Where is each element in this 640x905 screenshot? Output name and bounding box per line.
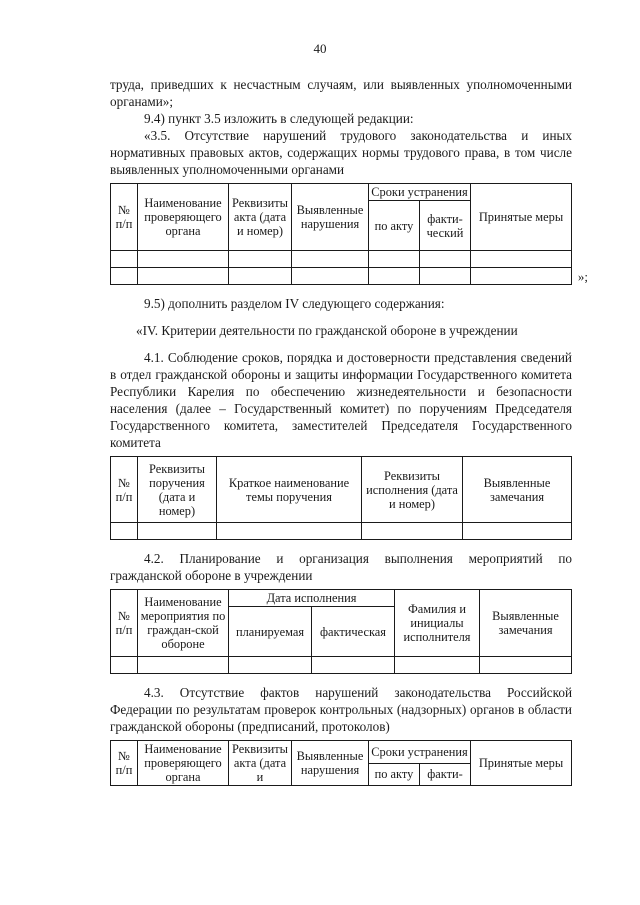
header-cell: № п/п xyxy=(111,741,138,786)
table-row xyxy=(111,251,572,268)
header-cell: Принятые меры xyxy=(471,741,572,786)
header-cell: Принятые меры xyxy=(471,184,572,251)
table-row xyxy=(111,657,572,674)
header-cell: факти- xyxy=(420,763,471,786)
header-cell: № п/п xyxy=(111,457,138,523)
header-cell: Выявленные замечания xyxy=(480,590,572,657)
header-cell: Наименование проверяющего органа xyxy=(138,184,229,251)
header-cell: Дата исполнения xyxy=(229,590,395,607)
header-cell: Реквизиты поручения (дата и номер) xyxy=(138,457,217,523)
header-cell: Реквизиты акта (дата и номер) xyxy=(229,184,292,251)
header-cell: фактическая xyxy=(312,607,395,657)
header-cell: по акту xyxy=(369,201,420,251)
closing-quote: »; xyxy=(577,269,588,284)
table-wrapper xyxy=(110,183,588,285)
paragraph: 4.3. Отсутствие фактов нарушений законодательства Российской Федерации по результатам проверок контрольных (надзорных) органов в области гражданской обороны (предписаний, протоколов) xyxy=(110,685,572,734)
paragraph: труда, приведших к несчастным случаям, или выявленных уполномоченными органами»; xyxy=(110,77,572,109)
paragraph: 9.4) пункт 3.5 изложить в следующей редакции: xyxy=(144,111,414,126)
events-table xyxy=(110,589,572,674)
paragraph: «3.5. Отсутствие нарушений трудового законодательства и иных нормативных правовых актов, содержащих нормы трудового права, в том числе выявленных уполномоченными органами xyxy=(110,128,572,177)
violations-table xyxy=(110,183,572,285)
header-cell: Сроки устранения xyxy=(369,184,471,201)
header-cell: по акту xyxy=(369,763,420,786)
header-cell: Реквизиты акта (дата и xyxy=(229,741,292,786)
header-cell: Краткое наименование темы поручения xyxy=(217,457,362,523)
header-cell: Сроки устранения xyxy=(369,741,471,764)
header-cell: факти-ческий xyxy=(420,201,471,251)
header-cell: планируемая xyxy=(229,607,312,657)
header-cell: Выявленные замечания xyxy=(463,457,572,523)
header-cell: № п/п xyxy=(111,184,138,251)
header-cell: Реквизиты исполнения (дата и номер) xyxy=(362,457,463,523)
header-cell: № п/п xyxy=(111,590,138,657)
paragraph: 4.1. Соблюдение сроков, порядка и достоверности представления сведений в отдел гражданской обороны и защиты информации Государственного комитета Республики Карелия по обеспечению жизнедеятельности и безопасности населения (далее – Государственный комитет) по поручениям Председателя Государственного комитета, заместителей Председателя Государственного комитета xyxy=(110,350,572,450)
document-body xyxy=(110,76,588,786)
assignments-table xyxy=(110,456,572,540)
header-cell: Наименование проверяющего органа xyxy=(138,741,229,786)
header-cell: Наименование мероприятия по граждан-ской обороне xyxy=(138,590,229,657)
table-row xyxy=(111,523,572,540)
header-cell: Выявленные нарушения xyxy=(292,184,369,251)
header-cell: Фамилия и инициалы исполнителя xyxy=(395,590,480,657)
inspections-table xyxy=(110,740,572,786)
page-number: 40 xyxy=(313,41,327,56)
header-cell: Выявленные нарушения xyxy=(292,741,369,786)
paragraph: 4.2. Планирование и организация выполнения мероприятий по гражданской обороне в учреждении xyxy=(110,551,572,583)
paragraph: 9.5) дополнить разделом IV следующего содержания: xyxy=(144,296,445,311)
table-row xyxy=(111,268,572,285)
section-heading: «IV. Критерии деятельности по гражданской обороне в учреждении xyxy=(136,323,518,338)
